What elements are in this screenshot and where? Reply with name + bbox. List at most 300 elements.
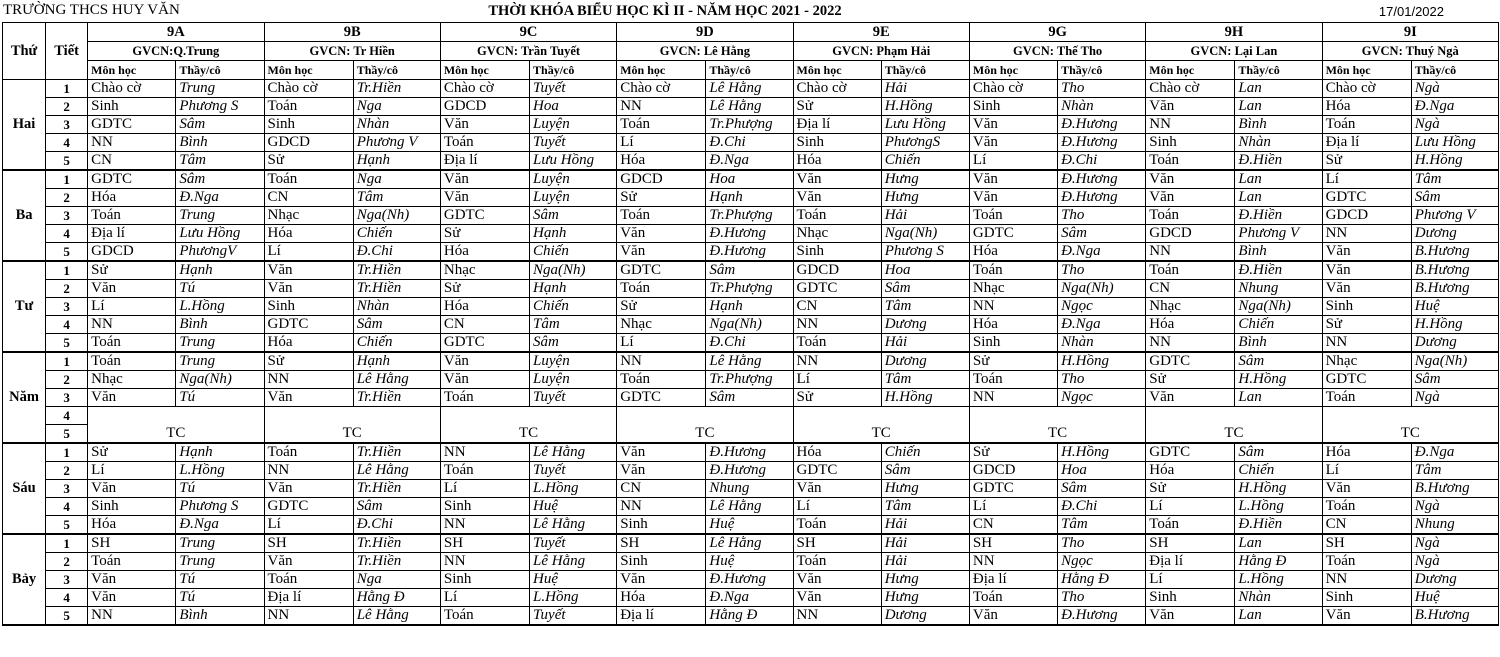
day-label: Hai <box>3 80 46 171</box>
teacher-cell: Lan <box>1235 98 1322 116</box>
teacher-cell: Tâm <box>530 316 617 334</box>
period-row <box>3 443 1499 462</box>
subject-cell: Địa lí <box>264 589 353 607</box>
subject-cell: Toán <box>264 443 353 462</box>
teacher-cell: L.Hồng <box>176 298 264 316</box>
subject-cell: Văn <box>1322 480 1411 498</box>
period-row <box>3 225 1499 243</box>
teacher-cell: Tâm <box>176 152 264 171</box>
subject-cell: Lí <box>1322 170 1411 189</box>
teacher-cell: Lê Hằng <box>706 498 793 516</box>
subject-cell: Sinh <box>793 243 881 262</box>
teacher-cell: Tuyết <box>530 534 617 553</box>
subheader-row <box>3 61 1499 80</box>
period-number: 4 <box>46 498 88 516</box>
subject-cell: Nhạc <box>1146 298 1235 316</box>
teacher-cell: Phương V <box>353 134 440 152</box>
teacher-cell: Đ.Nga <box>1058 316 1146 334</box>
teacher-cell: Hằng Đ <box>1058 571 1146 589</box>
teacher-cell: Bình <box>176 316 264 334</box>
teacher-cell: Hưng <box>881 480 969 498</box>
teacher-cell: Đ.Nga <box>176 516 264 535</box>
period-row <box>3 243 1499 262</box>
subject-column-header: Môn học <box>969 61 1057 80</box>
subject-cell: Sinh <box>88 98 176 116</box>
teacher-cell: Ngà <box>1411 80 1498 98</box>
subject-cell: Văn <box>1322 261 1411 280</box>
teacher-cell: Đ.Hương <box>706 462 793 480</box>
subject-cell: Văn <box>969 116 1057 134</box>
teacher-cell: Ngọc <box>1058 389 1146 407</box>
subject-cell: NN <box>1322 225 1411 243</box>
teacher-cell: Đ.Hương <box>1058 134 1146 152</box>
teacher-cell: Đ.Chi <box>1058 498 1146 516</box>
subject-cell: Văn <box>440 352 529 371</box>
subject-cell: Toán <box>617 116 706 134</box>
teacher-cell: Tâm <box>1411 170 1498 189</box>
teacher-cell: PhươngV <box>176 243 264 262</box>
teacher-cell: Hằng Đ <box>706 607 793 626</box>
subject-cell: Hóa <box>88 189 176 207</box>
teacher-cell: Hạnh <box>530 225 617 243</box>
subject-column-header: Môn học <box>88 61 176 80</box>
teacher-cell: Lan <box>1235 170 1322 189</box>
sheet-header <box>0 0 1500 22</box>
teacher-cell: Hoa <box>1058 462 1146 480</box>
period-number: 2 <box>46 189 88 207</box>
subject-cell: GDTC <box>440 207 529 225</box>
teacher-cell: Nhàn <box>1235 134 1322 152</box>
teacher-cell: Lan <box>1235 389 1322 407</box>
teacher-cell: Hạnh <box>353 352 440 371</box>
subject-cell: Sử <box>1322 316 1411 334</box>
subject-cell: Hóa <box>969 243 1057 262</box>
subject-cell: Toán <box>793 516 881 535</box>
subject-cell: GDTC <box>793 462 881 480</box>
teacher-cell: Đ.Chi <box>706 334 793 353</box>
subject-cell: NN <box>264 462 353 480</box>
teacher-column-header: Thầy/cô <box>353 61 440 80</box>
subject-cell: Toán <box>1146 207 1235 225</box>
subject-cell: GDTC <box>969 225 1057 243</box>
teacher-cell: Nhàn <box>353 298 440 316</box>
teacher-cell: Sâm <box>1235 443 1322 462</box>
subject-cell: CN <box>440 316 529 334</box>
subject-cell: NN <box>1146 334 1235 353</box>
teacher-cell: Tú <box>176 480 264 498</box>
subject-cell: Chào cờ <box>793 80 881 98</box>
subject-cell: Toán <box>440 607 529 626</box>
subject-cell: Lí <box>793 498 881 516</box>
period-row <box>3 116 1499 134</box>
subject-cell: Chào cờ <box>1322 80 1411 98</box>
tc-cell-9e: TC <box>793 407 969 444</box>
period-row <box>3 498 1499 516</box>
period-number: 4 <box>46 589 88 607</box>
period-number: 3 <box>46 480 88 498</box>
subject-cell: GDCD <box>264 134 353 152</box>
teacher-cell: Tr.Hiền <box>353 280 440 298</box>
teacher-cell: Lê Hằng <box>530 443 617 462</box>
subject-cell: GDTC <box>1146 352 1235 371</box>
subject-cell: GDTC <box>1146 443 1235 462</box>
teacher-cell: Dương <box>1411 571 1498 589</box>
teacher-cell: Sâm <box>881 462 969 480</box>
subject-column-header: Môn học <box>1146 61 1235 80</box>
teacher-cell: Tho <box>1058 80 1146 98</box>
subject-cell: Văn <box>617 225 706 243</box>
teacher-cell: Hoa <box>881 261 969 280</box>
subject-cell: Sinh <box>617 553 706 571</box>
teacher-cell: L.Hồng <box>176 462 264 480</box>
subject-cell: Toán <box>969 589 1057 607</box>
teacher-cell: Nga(Nh) <box>530 261 617 280</box>
teacher-cell: Huệ <box>1411 298 1498 316</box>
teacher-cell: Tho <box>1058 534 1146 553</box>
teacher-cell: Tâm <box>353 189 440 207</box>
subject-cell: Chào cờ <box>88 80 176 98</box>
teacher-cell: Tâm <box>881 298 969 316</box>
period-number: 3 <box>46 298 88 316</box>
subject-cell: Hóa <box>617 589 706 607</box>
teacher-cell: Lê Hằng <box>706 352 793 371</box>
teacher-cell: Phương S <box>176 98 264 116</box>
subject-cell: Địa lí <box>440 152 529 171</box>
subject-cell: NN <box>440 516 529 535</box>
period-row <box>3 207 1499 225</box>
teacher-cell: Ngà <box>1411 534 1498 553</box>
teacher-cell: Dương <box>1411 334 1498 353</box>
teacher-cell: Tâm <box>881 371 969 389</box>
subject-cell: SH <box>440 534 529 553</box>
teacher-cell: Nga(Nh) <box>1235 298 1322 316</box>
subject-cell: Toán <box>617 371 706 389</box>
subject-cell: Sinh <box>1322 298 1411 316</box>
teacher-cell: Đ.Nga <box>1411 443 1498 462</box>
teacher-cell: Hạnh <box>353 152 440 171</box>
teacher-cell: Nhàn <box>1058 98 1146 116</box>
subject-cell: Nhạc <box>88 371 176 389</box>
teacher-cell: Hạnh <box>530 280 617 298</box>
period-number: 1 <box>46 352 88 371</box>
teacher-cell: L.Hồng <box>1235 498 1322 516</box>
subject-cell: Sử <box>1322 152 1411 171</box>
subject-cell: Toán <box>793 553 881 571</box>
teacher-cell: PhươngS <box>881 134 969 152</box>
subject-cell: Lí <box>969 498 1057 516</box>
timetable-title: THỜI KHÓA BIỂU HỌC KÌ II - NĂM HỌC 2021 - 2022 <box>488 3 842 19</box>
period-row <box>3 389 1499 407</box>
teacher-cell: Huệ <box>530 571 617 589</box>
period-row <box>3 607 1499 626</box>
teacher-cell: Ngọc <box>1058 298 1146 316</box>
subject-cell: Toán <box>969 371 1057 389</box>
subject-cell: Sinh <box>1146 589 1235 607</box>
teacher-cell: Tho <box>1058 261 1146 280</box>
subject-cell: GDTC <box>88 170 176 189</box>
subject-cell: Sử <box>264 352 353 371</box>
teacher-cell: Hải <box>881 553 969 571</box>
teacher-cell: Hải <box>881 334 969 353</box>
teacher-cell: Nhung <box>1235 280 1322 298</box>
subject-cell: Lí <box>88 462 176 480</box>
subject-cell: Toán <box>264 571 353 589</box>
teacher-cell: Tr.Hiền <box>353 553 440 571</box>
subject-cell: Văn <box>969 607 1057 626</box>
teacher-column-header: Thầy/cô <box>176 61 264 80</box>
teacher-cell: Nga(Nh) <box>353 207 440 225</box>
period-row <box>3 298 1499 316</box>
teacher-cell: Tr.Phượng <box>706 371 793 389</box>
teacher-cell: Sâm <box>706 389 793 407</box>
subject-cell: GDTC <box>969 480 1057 498</box>
teacher-cell: Nhàn <box>353 116 440 134</box>
period-number: 2 <box>46 371 88 389</box>
homeroom-teacher-9c: GVCN: Trần Tuyết <box>440 42 616 61</box>
teacher-cell: H.Hồng <box>1058 352 1146 371</box>
teacher-cell: Lưu Hồng <box>530 152 617 171</box>
tc-cell-9a: TC <box>88 407 264 444</box>
teacher-cell: Phương V <box>1411 207 1498 225</box>
subject-cell: NN <box>969 298 1057 316</box>
teacher-cell: Luyện <box>530 371 617 389</box>
teacher-cell: Lưu Hồng <box>1411 134 1498 152</box>
subject-cell: Văn <box>793 480 881 498</box>
period-number: 3 <box>46 389 88 407</box>
subject-cell: Văn <box>969 170 1057 189</box>
period-row <box>3 480 1499 498</box>
period-row <box>3 316 1499 334</box>
teacher-cell: H.Hồng <box>1235 480 1322 498</box>
teacher-cell: L.Hồng <box>530 480 617 498</box>
subject-cell: Toán <box>88 207 176 225</box>
tc-cell-9g: TC <box>969 407 1145 444</box>
teacher-cell: Nhung <box>1411 516 1498 535</box>
subject-cell: Hóa <box>1322 443 1411 462</box>
teacher-cell: Nga(Nh) <box>1411 352 1498 371</box>
subject-cell: NN <box>969 553 1057 571</box>
period-number: 3 <box>46 207 88 225</box>
teacher-cell: Ngà <box>1411 553 1498 571</box>
subject-cell: GDTC <box>793 280 881 298</box>
subject-cell: NN <box>1322 571 1411 589</box>
subject-cell: Sinh <box>440 571 529 589</box>
subject-cell: Sinh <box>264 116 353 134</box>
tc-cell-9b: TC <box>264 407 440 444</box>
teacher-cell: Hải <box>881 516 969 535</box>
teacher-cell: Ngọc <box>1058 553 1146 571</box>
teacher-cell: Dương <box>881 607 969 626</box>
teacher-cell: B.Hương <box>1411 280 1498 298</box>
teacher-cell: Tuyết <box>530 134 617 152</box>
subject-cell: Sử <box>969 443 1057 462</box>
subject-cell: NN <box>440 553 529 571</box>
teacher-cell: Sâm <box>706 261 793 280</box>
subject-cell: NN <box>440 443 529 462</box>
period-number: 1 <box>46 261 88 280</box>
teacher-cell: Chiến <box>1235 462 1322 480</box>
teacher-cell: Nga(Nh) <box>1058 280 1146 298</box>
teacher-cell: Lan <box>1235 534 1322 553</box>
subject-cell: Văn <box>617 462 706 480</box>
subject-cell: Văn <box>264 480 353 498</box>
day-label: Năm <box>3 352 46 443</box>
subject-cell: Nhạc <box>969 280 1057 298</box>
period-number: 1 <box>46 80 88 98</box>
period-row <box>3 352 1499 371</box>
teacher-cell: Hằng Đ <box>1235 553 1322 571</box>
teacher-cell: Đ.Chi <box>353 243 440 262</box>
subject-cell: Văn <box>1146 189 1235 207</box>
subject-cell: Sử <box>440 225 529 243</box>
subject-cell: Toán <box>440 134 529 152</box>
teacher-cell: B.Hương <box>1411 607 1498 626</box>
teacher-cell: Ngà <box>1411 498 1498 516</box>
teacher-cell: B.Hương <box>1411 243 1498 262</box>
teacher-cell: Sâm <box>176 116 264 134</box>
subject-cell: Sinh <box>88 498 176 516</box>
teacher-cell: Đ.Chi <box>1058 152 1146 171</box>
teacher-column-header: Thầy/cô <box>530 61 617 80</box>
teacher-cell: Trung <box>176 80 264 98</box>
subject-cell: SH <box>88 534 176 553</box>
homeroom-teacher-9a: GVCN:Q.Trung <box>88 42 264 61</box>
teacher-cell: Tú <box>176 389 264 407</box>
subject-cell: Địa lí <box>969 571 1057 589</box>
teacher-cell: Hưng <box>881 571 969 589</box>
teacher-cell: L.Hồng <box>1235 571 1322 589</box>
teacher-cell: Sâm <box>881 280 969 298</box>
period-number: 1 <box>46 170 88 189</box>
subject-cell: SH <box>793 534 881 553</box>
subject-column-header: Môn học <box>617 61 706 80</box>
teacher-cell: Nhàn <box>1235 589 1322 607</box>
teacher-cell: Đ.Hiền <box>1235 516 1322 535</box>
homeroom-teacher-9b: GVCN: Tr Hiền <box>264 42 440 61</box>
subject-cell: Sử <box>969 352 1057 371</box>
subject-cell: NN <box>264 607 353 626</box>
subject-cell: NN <box>88 134 176 152</box>
subject-cell: GDCD <box>440 98 529 116</box>
teacher-cell: Tuyết <box>530 389 617 407</box>
teacher-cell: Hằng Đ <box>353 589 440 607</box>
subject-cell: Hóa <box>440 243 529 262</box>
teacher-cell: Tho <box>1058 589 1146 607</box>
subject-cell: SH <box>1322 534 1411 553</box>
teacher-column-header: Thầy/cô <box>1235 61 1322 80</box>
day-label: Ba <box>3 170 46 261</box>
teacher-cell: Trung <box>176 207 264 225</box>
period-number: 4 <box>46 407 88 425</box>
subject-cell: Nhạc <box>440 261 529 280</box>
subject-cell: Sử <box>88 261 176 280</box>
subject-cell: NN <box>793 352 881 371</box>
subject-cell: GDCD <box>88 243 176 262</box>
timetable-date: 17/01/2022 <box>1378 4 1444 19</box>
subject-cell: Toán <box>264 170 353 189</box>
teacher-column-header: Thầy/cô <box>881 61 969 80</box>
subject-cell: Địa lí <box>88 225 176 243</box>
period-row <box>3 280 1499 298</box>
teacher-cell: Nga <box>353 98 440 116</box>
subject-cell: Văn <box>264 280 353 298</box>
teacher-cell: Đ.Chi <box>706 134 793 152</box>
teacher-cell: Sâm <box>176 170 264 189</box>
tc-cell-9c: TC <box>440 407 616 444</box>
teacher-cell: Hải <box>881 80 969 98</box>
subject-cell: Văn <box>1146 170 1235 189</box>
subject-cell: NN <box>1146 116 1235 134</box>
teacher-cell: Huệ <box>1411 589 1498 607</box>
subject-column-header: Môn học <box>793 61 881 80</box>
teacher-cell: H.Hồng <box>1411 316 1498 334</box>
subject-cell: Lí <box>1146 498 1235 516</box>
subject-cell: NN <box>617 98 706 116</box>
teacher-cell: H.Hồng <box>881 389 969 407</box>
teacher-cell: Bình <box>1235 334 1322 353</box>
class-name-9b: 9B <box>264 23 440 42</box>
teacher-cell: Hưng <box>881 170 969 189</box>
teacher-cell: Tâm <box>1411 462 1498 480</box>
subject-cell: CN <box>1146 280 1235 298</box>
teacher-cell: Dương <box>881 316 969 334</box>
teacher-cell: Hải <box>881 207 969 225</box>
teacher-cell: Lan <box>1235 189 1322 207</box>
subject-cell: CN <box>88 152 176 171</box>
timetable <box>2 22 1499 626</box>
teacher-cell: Nga(Nh) <box>706 316 793 334</box>
teacher-cell: Tho <box>1058 207 1146 225</box>
subject-cell: Văn <box>1146 98 1235 116</box>
teacher-cell: Trung <box>176 334 264 353</box>
period-number: 5 <box>46 516 88 535</box>
subject-cell: Văn <box>1322 280 1411 298</box>
subject-cell: Lí <box>88 298 176 316</box>
subject-cell: GDTC <box>264 316 353 334</box>
subject-cell: Lí <box>617 134 706 152</box>
subject-cell: GDTC <box>1322 189 1411 207</box>
teacher-column-header: Thầy/cô <box>706 61 793 80</box>
subject-cell: Toán <box>617 280 706 298</box>
teacher-cell: Lưu Hồng <box>881 116 969 134</box>
teacher-cell: Sâm <box>1411 189 1498 207</box>
period-number: 5 <box>46 243 88 262</box>
subject-cell: CN <box>793 298 881 316</box>
teacher-cell: Sâm <box>530 207 617 225</box>
subject-cell: Văn <box>1322 607 1411 626</box>
period-row <box>3 261 1499 280</box>
teacher-cell: Hoa <box>530 98 617 116</box>
teacher-cell: B.Hương <box>1411 261 1498 280</box>
subject-cell: Lí <box>793 371 881 389</box>
tc-cell-9i: TC <box>1322 407 1498 444</box>
subject-cell: Lí <box>1146 571 1235 589</box>
subject-cell: Toán <box>88 334 176 353</box>
subject-cell: Văn <box>264 261 353 280</box>
class-name-row <box>3 23 1499 42</box>
subject-cell: Văn <box>88 280 176 298</box>
subject-cell: GDTC <box>440 334 529 353</box>
subject-cell: Lí <box>1322 462 1411 480</box>
teacher-cell: Hạnh <box>176 443 264 462</box>
subject-cell: CN <box>1322 516 1411 535</box>
period-row <box>3 98 1499 116</box>
subject-cell: Nhạc <box>793 225 881 243</box>
subject-cell: Văn <box>793 589 881 607</box>
teacher-cell: Nga <box>353 170 440 189</box>
period-row <box>3 371 1499 389</box>
teacher-cell: Tr.Hiền <box>353 534 440 553</box>
